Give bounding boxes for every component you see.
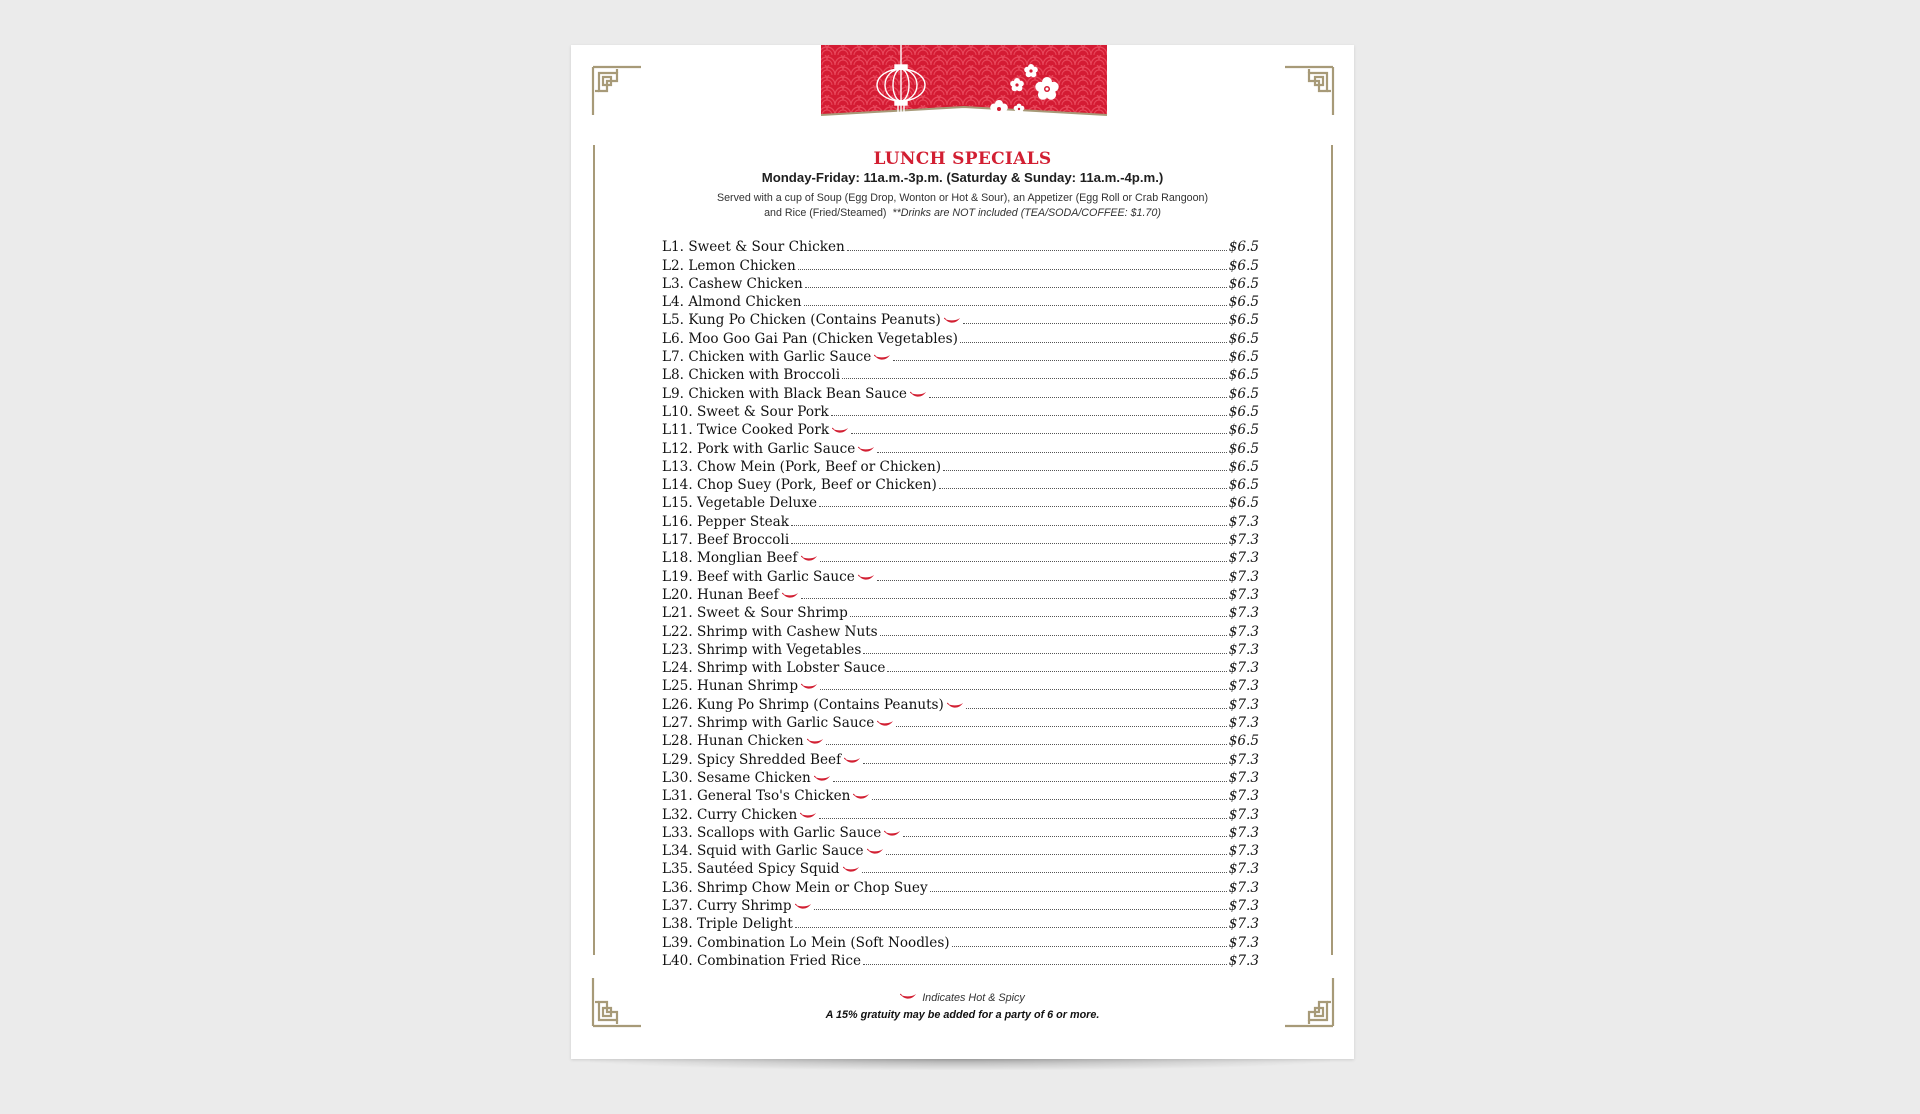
menu-item-price: $7.3 <box>1228 952 1259 969</box>
chili-pepper-icon <box>858 574 875 582</box>
dot-leader <box>795 927 1227 928</box>
chili-pepper-icon <box>807 738 824 746</box>
chili-pepper-icon <box>900 993 917 1001</box>
menu-item <box>662 328 1259 346</box>
menu-item-price: $7.3 <box>1228 586 1259 603</box>
dot-leader <box>963 323 1227 324</box>
menu-item-price: $7.3 <box>1228 843 1259 860</box>
menu-item <box>662 603 1259 621</box>
menu-item-name: L36. Shrimp Chow Mein or Chop Suey <box>662 879 928 896</box>
menu-item-price: $7.3 <box>1228 715 1259 732</box>
dot-leader <box>880 635 1227 636</box>
menu-item-price: $6.5 <box>1228 495 1259 512</box>
menu-item-name: L38. Triple Delight <box>662 916 793 933</box>
menu-item-price: $7.3 <box>1228 660 1259 677</box>
menu-item <box>662 896 1259 914</box>
menu-item-price: $6.5 <box>1228 440 1259 457</box>
menu-item-name: L2. Lemon Chicken <box>662 257 796 274</box>
menu-item-name: L6. Moo Goo Gai Pan (Chicken Vegetables) <box>662 330 958 347</box>
menu-item-name: L24. Shrimp with Lobster Sauce <box>662 660 886 677</box>
menu-item-name: L12. Pork with Garlic Sauce <box>662 440 856 457</box>
dot-leader <box>791 543 1227 544</box>
menu-item-price: $7.3 <box>1228 788 1259 805</box>
chili-pepper-icon <box>874 354 891 362</box>
menu-item-price: $6.5 <box>1228 458 1259 475</box>
menu-item-name: L34. Squid with Garlic Sauce <box>662 843 864 860</box>
dot-leader <box>791 525 1227 526</box>
menu-item <box>662 548 1259 566</box>
menu-page <box>571 45 1354 1059</box>
chili-pepper-icon <box>814 775 831 783</box>
menu-item-price: $6.5 <box>1228 330 1259 347</box>
description <box>661 191 1264 221</box>
menu-item-price: $6.5 <box>1228 257 1259 274</box>
dot-leader <box>877 452 1226 453</box>
dot-leader <box>903 836 1226 837</box>
menu-item-price: $7.3 <box>1228 751 1259 768</box>
menu-item-name: L32. Curry Chicken <box>662 806 798 823</box>
chili-pepper-icon <box>800 812 817 820</box>
menu-item <box>662 676 1259 694</box>
chili-pepper-icon <box>858 446 875 454</box>
menu-item <box>662 493 1259 511</box>
menu-item <box>662 841 1259 859</box>
frame-left-line <box>593 145 595 955</box>
menu-item-price: $7.3 <box>1228 623 1259 640</box>
menu-item-price: $6.5 <box>1228 367 1259 384</box>
menu-item <box>662 621 1259 639</box>
menu-item-price: $6.5 <box>1228 312 1259 329</box>
menu-item-price: $6.5 <box>1228 275 1259 292</box>
menu-item-price: $7.3 <box>1228 513 1259 530</box>
dot-leader <box>851 433 1227 434</box>
dot-leader <box>929 397 1227 398</box>
menu-title: LUNCH SPECIALS <box>873 149 1052 169</box>
menu-item <box>662 457 1259 475</box>
menu-item <box>662 585 1259 603</box>
chili-pepper-icon <box>867 848 884 856</box>
menu-item <box>662 237 1259 255</box>
dot-leader <box>877 580 1227 581</box>
dot-leader <box>804 305 1227 306</box>
chili-pepper-icon <box>944 317 961 325</box>
dot-leader <box>826 744 1227 745</box>
dot-leader <box>833 781 1227 782</box>
menu-item-name: L33. Scallops with Garlic Sauce <box>662 824 882 841</box>
dot-leader <box>814 909 1227 910</box>
corner-ornament-top-right-icon <box>1281 65 1335 119</box>
menu-item-name: L26. Kung Po Shrimp (Contains Peanuts) <box>662 696 944 713</box>
chili-pepper-icon <box>801 683 818 691</box>
menu-item-price: $7.3 <box>1228 568 1259 585</box>
menu-item-price: $7.3 <box>1228 532 1259 549</box>
chili-pepper-icon <box>843 866 860 874</box>
dot-leader <box>872 799 1226 800</box>
menu-item-name: L19. Beef with Garlic Sauce <box>662 568 855 585</box>
description-line-1: Served with a cup of Soup (Egg Drop, Wonton or Hot & Sour), an Appetizer (Egg Roll or Crab Rangoon) <box>716 192 1209 204</box>
dot-leader <box>896 726 1226 727</box>
dot-leader <box>819 506 1227 507</box>
menu-item-name: L16. Pepper Steak <box>662 513 789 530</box>
dot-leader <box>842 378 1227 379</box>
menu-item-name: L30. Sesame Chicken <box>662 769 811 786</box>
chili-pepper-icon <box>884 830 901 838</box>
chili-pepper-icon <box>877 720 894 728</box>
dot-leader <box>960 342 1227 343</box>
menu-item-name: L9. Chicken with Black Bean Sauce <box>662 385 907 402</box>
dot-leader <box>893 360 1226 361</box>
menu-list <box>662 237 1259 969</box>
frame-right-line <box>1331 145 1333 955</box>
menu-item-price: $7.3 <box>1228 696 1259 713</box>
dot-leader <box>820 561 1227 562</box>
menu-item-price: $7.3 <box>1228 678 1259 695</box>
menu-item-name: L3. Cashew Chicken <box>662 275 803 292</box>
gratuity-note: A 15% gratuity may be added for a party of 6 or more. <box>825 1009 1100 1021</box>
menu-item <box>662 438 1259 456</box>
menu-item-name: L40. Combination Fried Rice <box>662 952 862 969</box>
menu-item-price: $7.3 <box>1228 550 1259 567</box>
dot-leader <box>801 598 1227 599</box>
dot-leader <box>939 488 1227 489</box>
menu-item-price: $6.5 <box>1228 422 1259 439</box>
menu-item <box>662 804 1259 822</box>
menu-item-name: L25. Hunan Shrimp <box>662 678 799 695</box>
menu-item <box>662 274 1259 292</box>
menu-item <box>662 347 1259 365</box>
menu-item-price: $7.3 <box>1228 934 1259 951</box>
menu-item-name: L18. Monglian Beef <box>662 550 798 567</box>
menu-item <box>662 292 1259 310</box>
menu-item <box>662 749 1259 767</box>
dot-leader <box>930 891 1227 892</box>
menu-item-name: L15. Vegetable Deluxe <box>662 495 818 512</box>
menu-item-name: L14. Chop Suey (Pork, Beef or Chicken) <box>662 477 937 494</box>
menu-item-price: $6.5 <box>1228 239 1259 256</box>
menu-item-price: $7.3 <box>1228 806 1259 823</box>
menu-item-name: L29. Spicy Shredded Beef <box>662 751 842 768</box>
menu-item-price: $7.3 <box>1228 861 1259 878</box>
menu-item <box>662 640 1259 658</box>
menu-item <box>662 511 1259 529</box>
menu-item-name: L20. Hunan Beef <box>662 586 779 603</box>
menu-item <box>662 768 1259 786</box>
description-line-2 <box>661 206 1264 221</box>
dot-leader <box>820 689 1227 690</box>
dot-leader <box>862 872 1227 873</box>
hours-text: Monday-Friday: 11a.m.-3p.m. (Saturday & Sunday: 11a.m.-4p.m.) <box>761 170 1164 185</box>
dot-leader <box>886 854 1227 855</box>
menu-item-name: L13. Chow Mein (Pork, Beef or Chicken) <box>662 458 942 475</box>
menu-item <box>662 402 1259 420</box>
dot-leader <box>863 653 1226 654</box>
dot-leader <box>850 616 1227 617</box>
menu-item <box>662 914 1259 932</box>
menu-item <box>662 566 1259 584</box>
dot-leader <box>887 671 1226 672</box>
menu-item-price: $6.5 <box>1228 294 1259 311</box>
chili-pepper-icon <box>910 391 927 399</box>
menu-item-price: $7.3 <box>1228 769 1259 786</box>
menu-item-name: L39. Combination Lo Mein (Soft Noodles) <box>662 934 950 951</box>
menu-item-price: $6.5 <box>1228 349 1259 366</box>
menu-item-name: L1. Sweet & Sour Chicken <box>662 239 845 256</box>
menu-item-price: $6.5 <box>1228 403 1259 420</box>
menu-item <box>662 877 1259 895</box>
dot-leader <box>831 415 1227 416</box>
chili-pepper-icon <box>853 793 870 801</box>
chili-pepper-icon <box>801 555 818 563</box>
menu-item <box>662 823 1259 841</box>
menu-item-price: $6.5 <box>1228 477 1259 494</box>
dot-leader <box>847 250 1227 251</box>
menu-item-price: $7.3 <box>1228 916 1259 933</box>
menu-item <box>662 694 1259 712</box>
dot-leader <box>805 287 1227 288</box>
menu-item <box>662 365 1259 383</box>
menu-item <box>662 713 1259 731</box>
menu-item <box>662 530 1259 548</box>
menu-item-price: $7.3 <box>1228 879 1259 896</box>
dot-leader <box>863 964 1227 965</box>
menu-item-name: L10. Sweet & Sour Pork <box>662 403 829 420</box>
chili-pepper-icon <box>947 702 964 710</box>
menu-item-name: L8. Chicken with Broccoli <box>662 367 841 384</box>
menu-item-price: $7.3 <box>1228 824 1259 841</box>
menu-item-name: L17. Beef Broccoli <box>662 532 790 549</box>
menu-item <box>662 932 1259 950</box>
spicy-legend <box>571 992 1354 1004</box>
dot-leader <box>798 269 1227 270</box>
menu-item-name: L4. Almond Chicken <box>662 294 802 311</box>
lantern-blossom-banner-icon <box>819 45 1109 121</box>
corner-ornament-top-left-icon <box>591 65 645 119</box>
menu-item-name: L7. Chicken with Garlic Sauce <box>662 349 872 366</box>
menu-item <box>662 859 1259 877</box>
dot-leader <box>819 818 1226 819</box>
drinks-note: **Drinks are NOT included (TEA/SODA/COFFEE: $1.70) <box>892 207 1161 219</box>
menu-item-name: L11. Twice Cooked Pork <box>662 422 830 439</box>
dot-leader <box>952 946 1227 947</box>
menu-item <box>662 383 1259 401</box>
menu-item-name: L37. Curry Shrimp <box>662 897 792 914</box>
menu-item-name: L27. Shrimp with Garlic Sauce <box>662 715 875 732</box>
menu-item-price: $7.3 <box>1228 605 1259 622</box>
menu-item-price: $7.3 <box>1228 897 1259 914</box>
dot-leader <box>966 708 1227 709</box>
menu-item <box>662 951 1259 969</box>
menu-item-price: $7.3 <box>1228 641 1259 658</box>
menu-item <box>662 658 1259 676</box>
legend-text: Indicates Hot & Spicy <box>922 992 1025 1004</box>
menu-item-price: $6.5 <box>1228 385 1259 402</box>
menu-item-name: L21. Sweet & Sour Shrimp <box>662 605 848 622</box>
chili-pepper-icon <box>782 592 799 600</box>
menu-item-name: L5. Kung Po Chicken (Contains Peanuts) <box>662 312 941 329</box>
menu-item <box>662 786 1259 804</box>
menu-item <box>662 731 1259 749</box>
chili-pepper-icon <box>795 903 812 911</box>
menu-item-name: L23. Shrimp with Vegetables <box>662 641 862 658</box>
menu-item <box>662 420 1259 438</box>
dot-leader <box>943 470 1227 471</box>
menu-item-name: L28. Hunan Chicken <box>662 733 804 750</box>
description-rice: and Rice (Fried/Steamed) <box>764 207 887 219</box>
menu-item-name: L35. Sautéed Spicy Squid <box>662 861 840 878</box>
chili-pepper-icon <box>844 757 861 765</box>
dot-leader <box>863 763 1227 764</box>
menu-item <box>662 255 1259 273</box>
menu-item-name: L22. Shrimp with Cashew Nuts <box>662 623 878 640</box>
chili-pepper-icon <box>832 427 849 435</box>
menu-item-name: L31. General Tso's Chicken <box>662 788 851 805</box>
menu-item <box>662 475 1259 493</box>
menu-item <box>662 310 1259 328</box>
menu-item-price: $6.5 <box>1228 733 1259 750</box>
